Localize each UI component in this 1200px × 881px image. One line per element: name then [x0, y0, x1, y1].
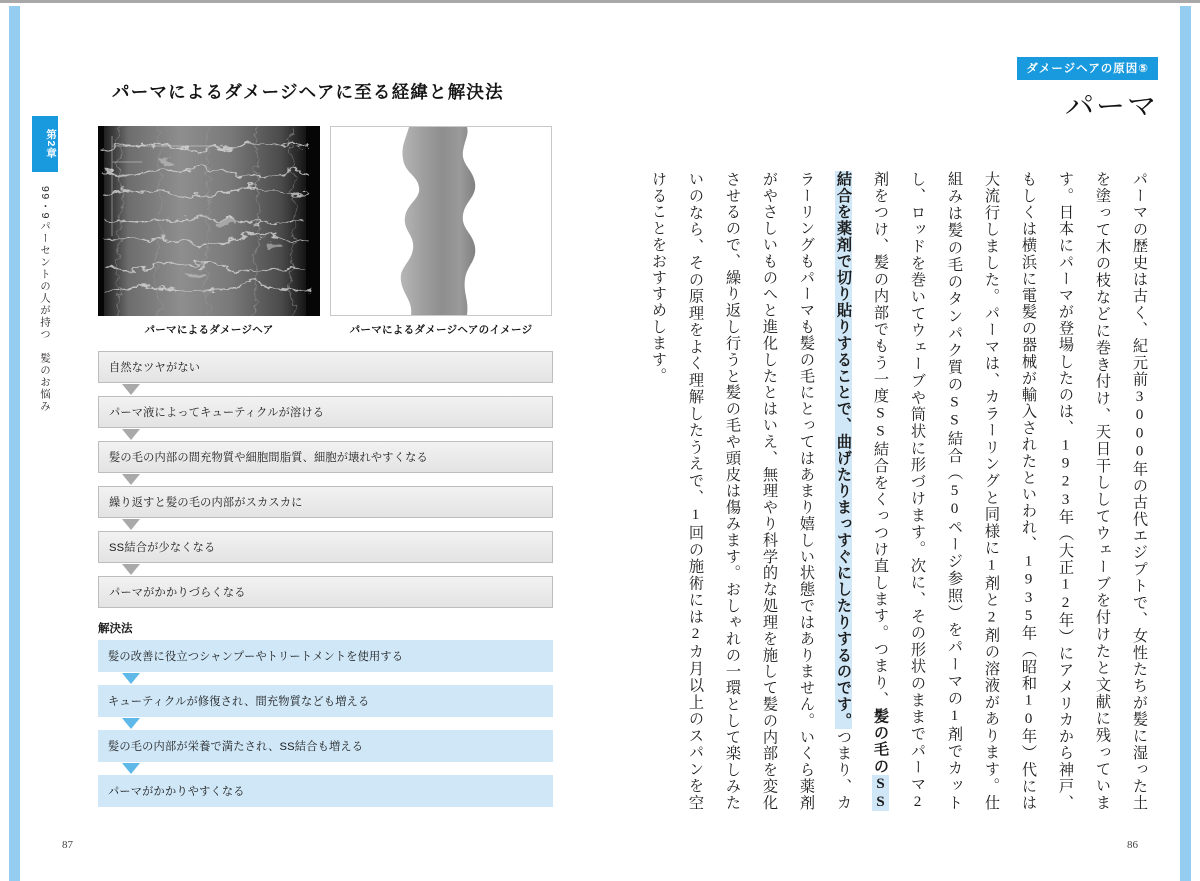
chapter-tab: 第2章: [32, 116, 58, 172]
flow-step: パーマがかかりづらくなる: [98, 576, 553, 608]
flow-step: 繰り返すと髪の毛の内部がスカスカに: [98, 486, 553, 518]
figure-group: [98, 126, 553, 337]
body-paragraph-2: パーマは、カラーリングと同様に1剤と2剤の溶液があります。仕組みは髪の毛のタンパク質のSS結合（50ページ参照）をパーマの1剤でカットし、ロッドを巻いてウェーブや筒状に形づけます。次に、その形状のままでパーマ2剤をつけ、髪の内部でもう一度SS結合をくっつけ直します。つまり、: [872, 171, 1000, 811]
flow-arrow-icon: [98, 383, 553, 396]
page-edge-strip-right: [1180, 6, 1191, 881]
solution-step: キューティクルが修復され、間充物質なども増える: [98, 685, 553, 717]
flow-step: 自然なツヤがない: [98, 351, 553, 383]
page-number-right: 86: [1127, 839, 1138, 851]
flow-arrow-icon: [98, 518, 553, 531]
chapter-subtitle: 99・9パーセントの人が持つ 髪のお悩み: [39, 186, 51, 413]
figure-caption: パーマによるダメージヘア: [144, 324, 274, 336]
page-number-left: 87: [62, 839, 73, 851]
page-edge-white-right: [1191, 6, 1200, 881]
flow-arrow-icon: [98, 428, 553, 441]
page-edge-strip-left: [9, 6, 20, 881]
body-paragraph-4: おしゃれの一環として楽しみたいのなら、その原理をよく理解したうえで、1回の施術には2カ月以上のスパンを空けることをおすすめします。: [650, 171, 741, 811]
solution-step: パーマがかかりやすくなる: [98, 775, 553, 807]
page-edge-white-left: [0, 6, 9, 881]
figure-illustration: [330, 126, 552, 337]
status-badge: ダメージヘアの原因⑤: [1017, 57, 1158, 80]
section-title: パーマ: [1064, 91, 1158, 123]
wavy-hair-shaft-graphic: [331, 127, 551, 315]
damage-flowchart: [98, 351, 553, 807]
right-page: [600, 6, 1180, 881]
flow-step: パーマ液によってキューティクルが溶ける: [98, 396, 553, 428]
solution-heading: 解決法: [98, 623, 133, 635]
body-paragraph-3: つまり、カラーリングもパーマも髪の毛にとってはあまり嬉しい状態ではありません。いくら薬剤がやさしいものへと進化したとはいえ、無理やり科学的な処理を施して髪の内部を変化させるので、繰り返し行うと髪の毛や頭皮は傷みます。: [724, 171, 852, 811]
body-highlight: SS結合を薬剤で切り貼りすることで、曲げたりまっすぐにしたりするのです。: [835, 171, 889, 811]
flow-step: SS結合が少なくなる: [98, 531, 553, 563]
page-title: パーマによるダメージヘアに至る経緯と解決法: [112, 82, 504, 102]
solution-arrow-icon: [98, 762, 553, 775]
figure-caption: パーマによるダメージヘアのイメージ: [349, 324, 533, 336]
sem-photograph: [98, 126, 320, 316]
flow-arrow-icon: [98, 473, 553, 486]
solution-arrow-icon: [98, 717, 553, 730]
vertical-body-text: [613, 171, 1158, 811]
body-bold-lead: 髪の毛の: [872, 707, 889, 775]
solution-step: 髪の改善に役立つシャンプーやトリートメントを使用する: [98, 640, 553, 672]
solution-arrow-icon: [98, 672, 553, 685]
solution-step: 髪の毛の内部が栄養で満たされ、SS結合も増える: [98, 730, 553, 762]
hair-shaft-illustration: [330, 126, 552, 316]
flow-arrow-icon: [98, 563, 553, 576]
body-paragraph-1: パーマの歴史は古く、紀元前3000年の古代エジプトで、女性たちが髪に湿った土を塗って木の枝などに巻き付け、天日干ししてウェーブを付けたと文献に残っています。日本にパーマが登場したのは、1923年（大正12年）にアメリカから神戸、もしくは横浜に電髪の器械が輸入されたといわれ、1935年（昭和10年）代には大流行しました。: [983, 171, 1148, 811]
figure-sem: [98, 126, 320, 337]
left-page: [20, 6, 600, 881]
flow-step: 髪の毛の内部の間充物質や細胞間脂質、細胞が壊れやすくなる: [98, 441, 553, 473]
sem-hair-cuticle-image: [98, 126, 320, 316]
